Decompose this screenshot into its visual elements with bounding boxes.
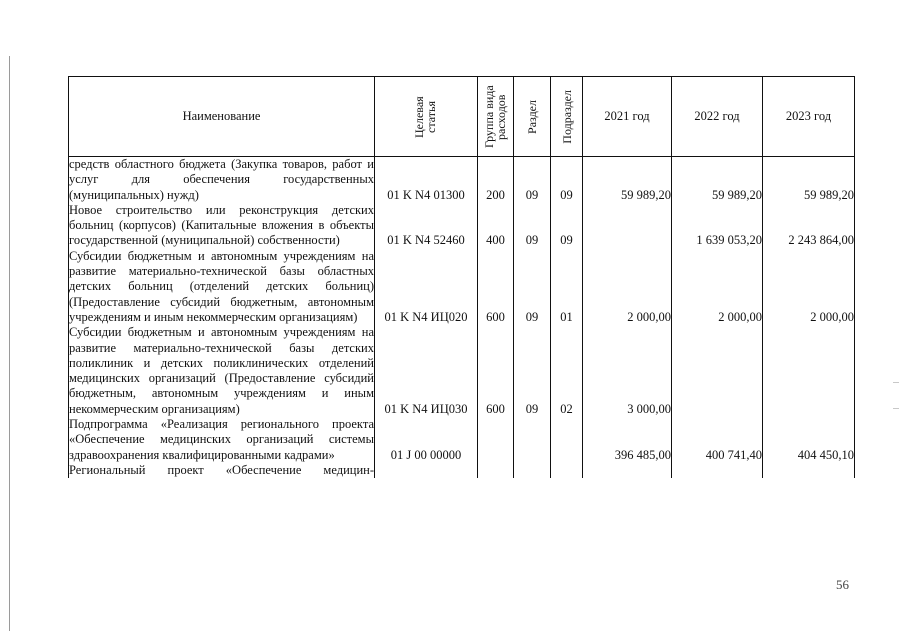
row-group: [478, 417, 514, 463]
row-target: [375, 463, 478, 478]
row-subsection: 09: [551, 157, 583, 203]
table-row: [69, 157, 855, 203]
row-name: Региональный проект «Обеспечение медицин-: [69, 462, 374, 477]
table-header-row: [69, 77, 855, 157]
row-name: Субсидии бюджетным и автономным учреждениям на развитие материально-технической базы детских поликлиник и детских поликлинических отделений медицинских организаций (Предоставление субсидий бюджетным, автономным учреждениям и иным некоммерческим организациям): [69, 325, 374, 416]
row-name: Подпрограмма «Реализация регионального проекта «Обеспечение медицинских организаций системы здравоохранения квалифицированными кадрами»: [69, 417, 374, 462]
row-2022: 59 989,20: [672, 157, 763, 203]
row-2023: 59 989,20: [763, 157, 855, 203]
header-group: [478, 77, 514, 157]
row-2022: 2 000,00: [672, 249, 763, 325]
row-target: 01 K N4 52460: [375, 203, 478, 249]
row-target: 01 K N4 ИЦ020: [375, 249, 478, 325]
row-group: 600: [478, 325, 514, 417]
row-subsection: 09: [551, 203, 583, 249]
row-2021: 59 989,20: [583, 157, 672, 203]
table-row: [69, 463, 855, 478]
row-2023: 2 000,00: [763, 249, 855, 325]
row-section: 09: [514, 249, 551, 325]
row-section: 09: [514, 203, 551, 249]
page-margin-line: [9, 56, 10, 631]
row-section: [514, 417, 551, 463]
row-2021: 396 485,00: [583, 417, 672, 463]
header-section-label: Раздел: [525, 99, 539, 134]
row-section: 09: [514, 157, 551, 203]
row-section: 09: [514, 325, 551, 417]
scan-mark: [893, 408, 899, 409]
row-group: 200: [478, 157, 514, 203]
scan-mark: [893, 382, 899, 383]
row-target: 01 K N4 01300: [375, 157, 478, 203]
row-2023: [763, 325, 855, 417]
header-target-label: Целевая статья: [412, 95, 438, 138]
row-subsection: 01: [551, 249, 583, 325]
table-row: [69, 325, 855, 417]
header-2023: 2023 год: [763, 77, 855, 157]
header-section: [514, 77, 551, 157]
header-group-label: Группа вида расходов: [481, 85, 508, 148]
row-2021: 2 000,00: [583, 249, 672, 325]
header-target: [375, 77, 478, 157]
row-2022: 400 741,40: [672, 417, 763, 463]
row-subsection: 02: [551, 325, 583, 417]
row-target: 01 K N4 ИЦ030: [375, 325, 478, 417]
row-2022: 1 639 053,20: [672, 203, 763, 249]
header-2022: 2022 год: [672, 77, 763, 157]
row-group: 400: [478, 203, 514, 249]
page-number: 56: [836, 577, 849, 592]
row-name: Субсидии бюджетным и автономным учреждениям на развитие материально-технической базы областных детских больниц (отделений детских больниц) (Предоставление субсидий бюджетным, автономным учреждениям и иным некоммерческим организациям): [69, 248, 374, 324]
row-2023: 2 243 864,00: [763, 203, 855, 249]
row-subsection: [551, 463, 583, 478]
table-row: [69, 249, 855, 325]
row-2023: 404 450,10: [763, 417, 855, 463]
row-2021: [583, 463, 672, 478]
header-subsection-label: Подраздел: [559, 89, 574, 144]
header-2021: 2021 год: [583, 77, 672, 157]
row-2022: [672, 325, 763, 417]
row-section: [514, 463, 551, 478]
budget-table: [68, 76, 855, 478]
table-row: [69, 203, 855, 249]
row-group: 600: [478, 249, 514, 325]
row-group: [478, 463, 514, 478]
table-row: [69, 417, 855, 463]
row-2021: 3 000,00: [583, 325, 672, 417]
header-name: Наименование: [69, 77, 375, 157]
row-name: средств областного бюджета (Закупка товаров, работ и услуг для обеспечения государственных (муниципальных) нужд): [69, 157, 374, 202]
row-subsection: [551, 417, 583, 463]
row-target: 01 J 00 00000: [375, 417, 478, 463]
row-name: Новое строительство или реконструкция детских больниц (корпусов) (Капитальные вложения в объекты государственной (муниципальной) собственности): [69, 202, 374, 248]
header-subsection: [551, 77, 583, 157]
row-2021: [583, 203, 672, 249]
row-2023: [763, 463, 855, 478]
row-2022: [672, 463, 763, 478]
